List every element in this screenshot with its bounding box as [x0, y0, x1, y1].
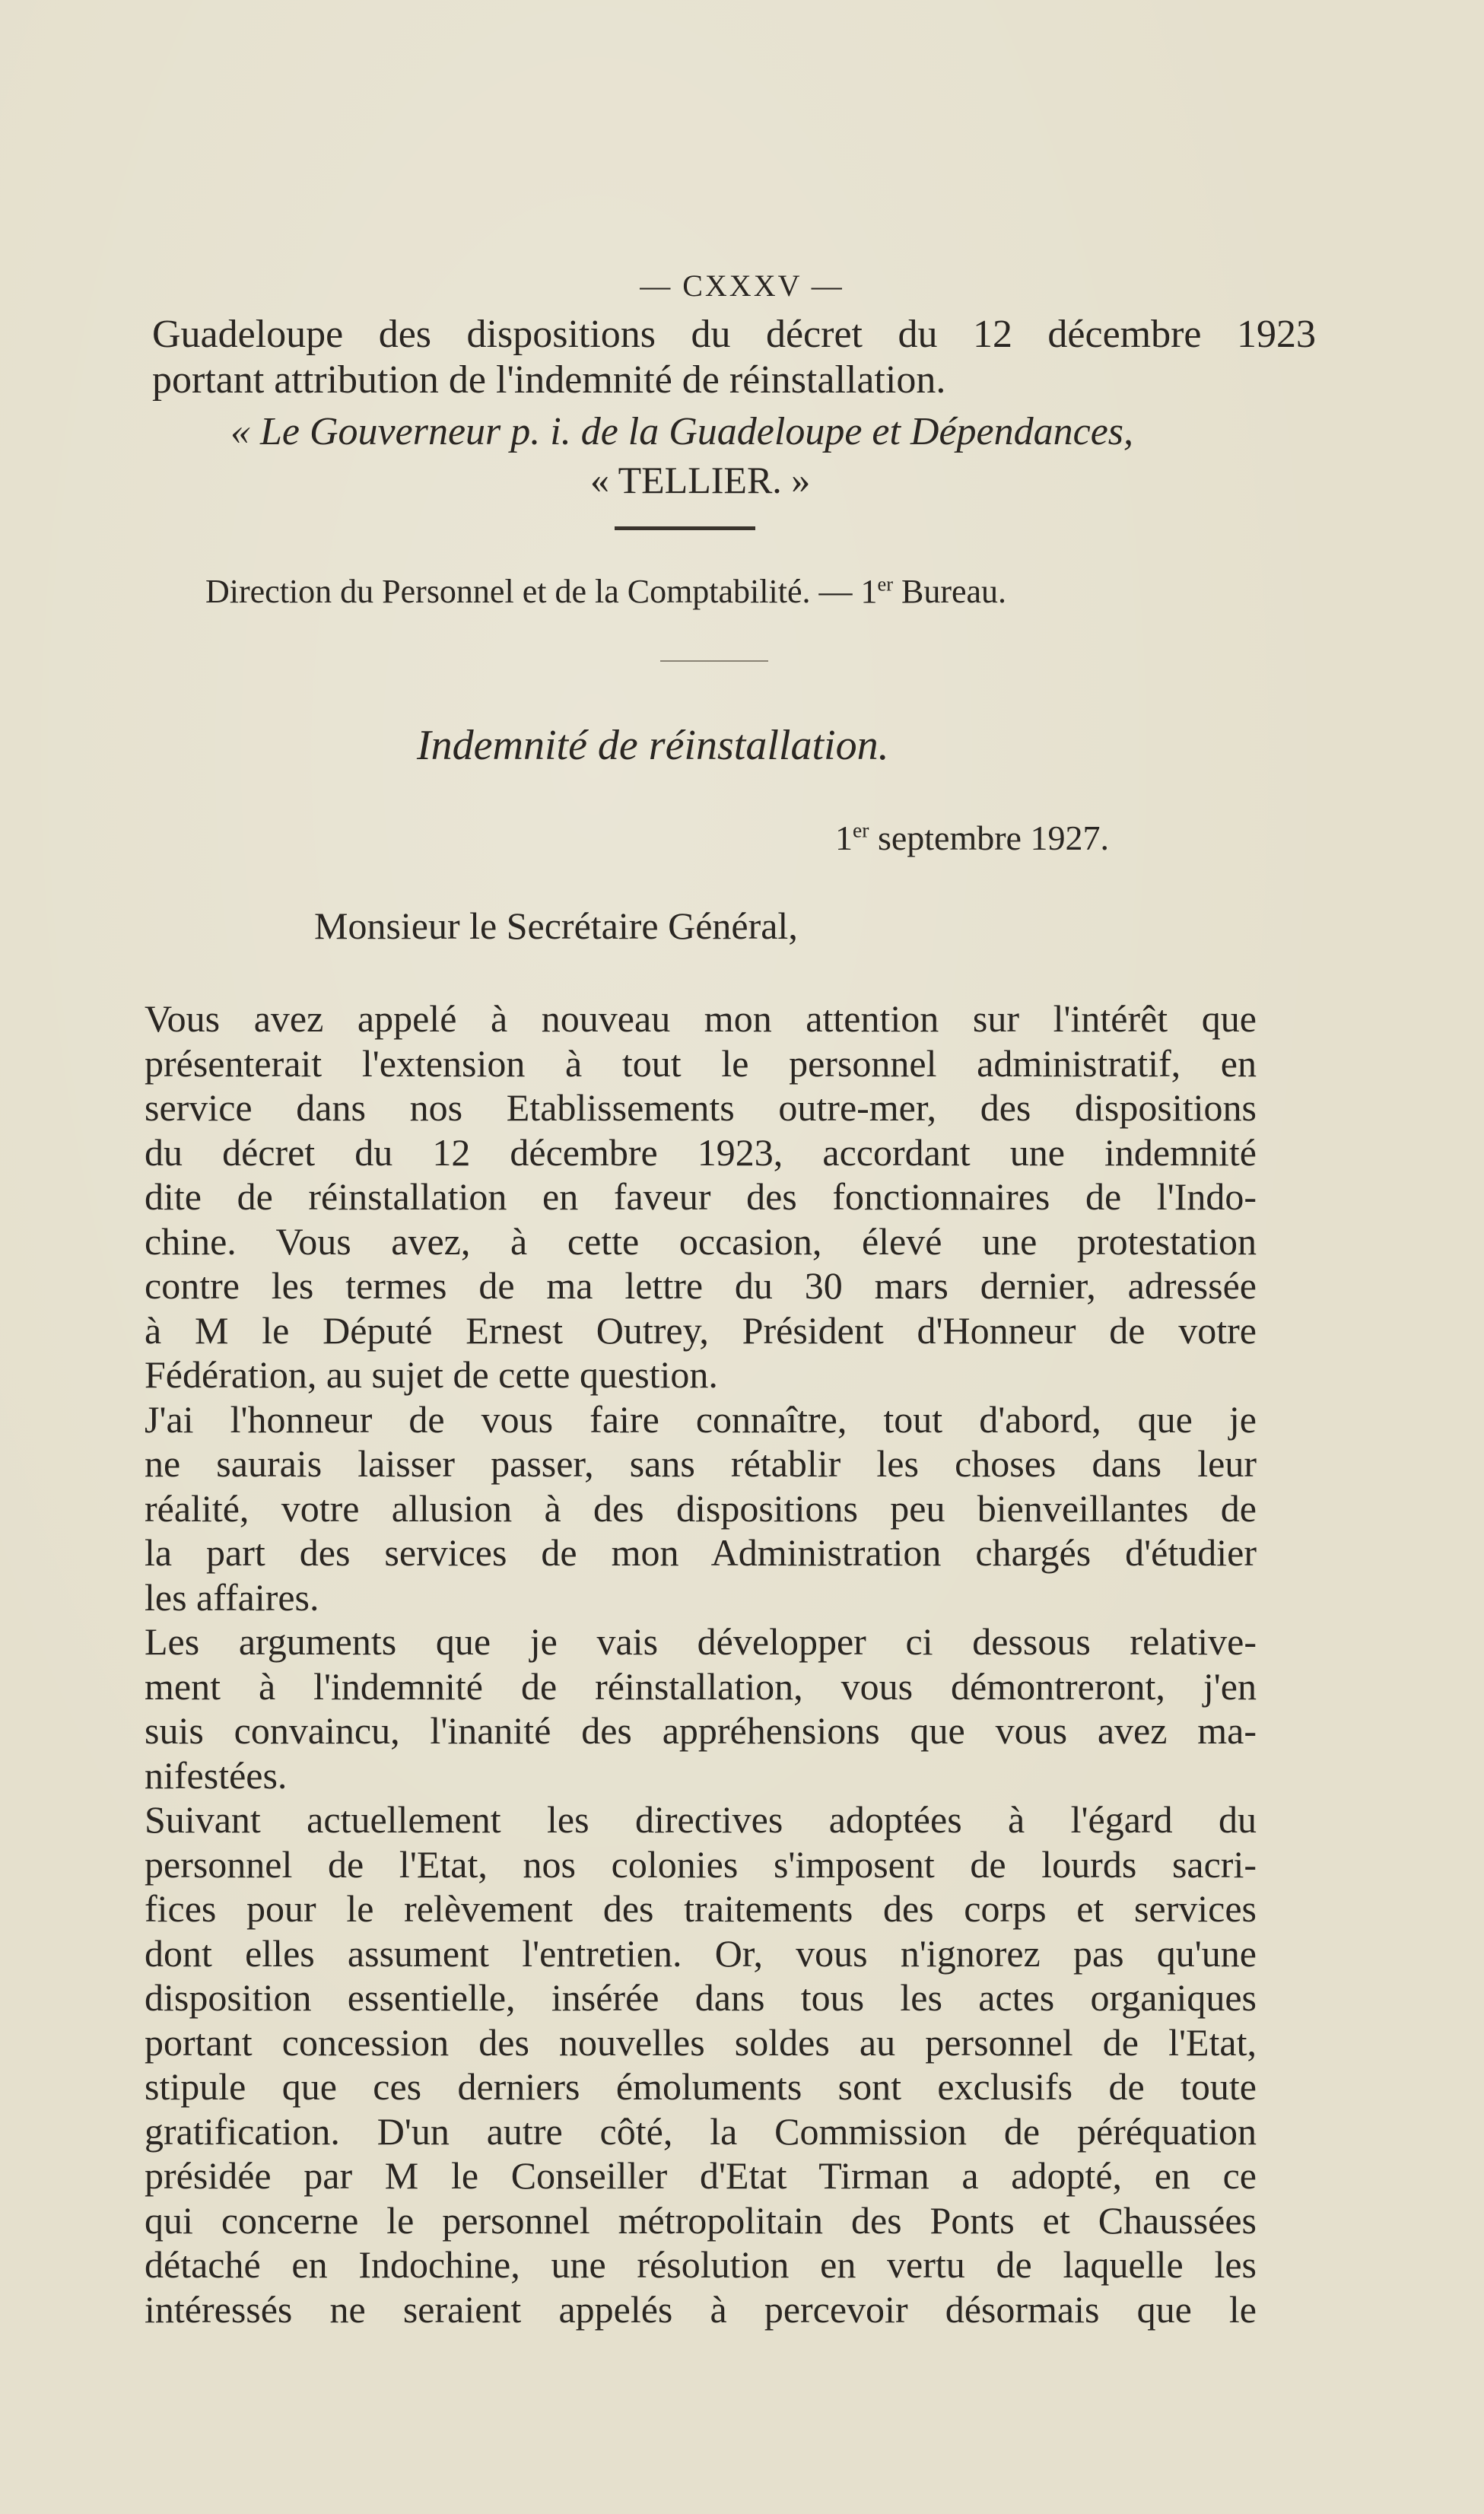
body-line: Fédération, au sujet de cette question.	[145, 1353, 718, 1396]
body-line: à M le Député Ernest Outrey, Président d'Honneur de votre	[145, 1308, 1257, 1352]
signature-line-2: « TELLIER. »	[590, 459, 811, 501]
body-line: la part des services de mon Administration chargés d'étudier	[145, 1531, 1257, 1574]
body-line: intéressés ne seraient appelés à percevoir désormais que le	[145, 2287, 1257, 2331]
body-line: présenterait l'extension à tout le personnel administratif, en	[145, 1041, 1257, 1085]
body-line: chine. Vous avez, à cette occasion, élevé une protestation	[145, 1219, 1257, 1263]
body-line: contre les termes de ma lettre du 30 mars dernier, adressée	[145, 1264, 1257, 1307]
date-sup: er	[853, 818, 869, 842]
body-line: ment à l'indemnité de réinstallation, vous démontreront, j'en	[145, 1664, 1257, 1708]
intro-line-2: portant attribution de l'indemnité de réinstallation.	[152, 358, 946, 402]
body-line: détaché en Indochine, une résolution en vertu de laquelle les	[145, 2243, 1257, 2286]
signature-line-1: « Le Gouverneur p. i. de la Guadeloupe et Dépendances,	[230, 410, 1134, 453]
salutation: Monsieur le Secrétaire Général,	[314, 904, 798, 947]
body-line: qui concerne le personnel métropolitain des Ponts et Chaussées	[145, 2198, 1257, 2242]
body-line: portant concession des nouvelles soldes au personnel de l'Etat,	[145, 2020, 1257, 2064]
body-line: service dans nos Etablissements outre-mer, des dispositions	[145, 1086, 1257, 1129]
body-line: stipule que ces derniers émoluments sont exclusifs de toute	[145, 2065, 1257, 2108]
date-rest: septembre 1927.	[869, 818, 1109, 857]
direction-bureau: Bureau.	[893, 573, 1007, 610]
body-line: réalité, votre allusion à des dispositions peu bienveillantes de	[145, 1486, 1257, 1530]
body-line: Vous avez appelé à nouveau mon attention sur l'intérêt que	[145, 997, 1257, 1040]
body-line: les affaires.	[145, 1575, 319, 1619]
body-line: ne saurais laisser passer, sans rétablir les choses dans leur	[145, 1442, 1257, 1485]
direction-sup: er	[877, 572, 893, 596]
body-line: dont elles assument l'entretien. Or, vous n'ignorez pas qu'une	[145, 1931, 1257, 1975]
body-line: nifestées.	[145, 1753, 288, 1797]
body-line: présidée par M le Conseiller d'Etat Tirman a adopté, en ce	[145, 2154, 1257, 2197]
document-title: Indemnité de réinstallation.	[417, 722, 889, 769]
body-line: Les arguments que je vais développer ci dessous relative-	[145, 1620, 1257, 1663]
document-date	[835, 818, 1109, 858]
intro-line-1: Guadeloupe des dispositions du décret du 12 décembre 1923	[152, 313, 1316, 356]
page-number: — CXXXV —	[640, 269, 844, 303]
body-line: gratification. D'un autre côté, la Commission de péréquation	[145, 2109, 1257, 2153]
body-line: dite de réinstallation en faveur des fonctionnaires de l'Indo-	[145, 1175, 1257, 1218]
body-line: Suivant actuellement les directives adoptées à l'égard du	[145, 1798, 1257, 1841]
date-day: 1	[835, 818, 853, 857]
body-line: personnel de l'Etat, nos colonies s'imposent de lourds sacri-	[145, 1842, 1257, 1886]
body-line: suis convaincu, l'inanité des appréhensions que vous avez ma-	[145, 1709, 1257, 1752]
body-line: du décret du 12 décembre 1923, accordant une indemnité	[145, 1130, 1257, 1174]
body-line: J'ai l'honneur de vous faire connaître, tout d'abord, que je	[145, 1397, 1257, 1441]
direction-text: Direction du Personnel et de la Comptabilité. — 1	[205, 573, 878, 610]
body-line: disposition essentielle, insérée dans tous les actes organiques	[145, 1976, 1257, 2019]
direction-heading	[205, 572, 1006, 611]
separator-rule	[615, 526, 755, 530]
short-rule	[660, 660, 768, 662]
body-line: fices pour le relèvement des traitements des corps et services	[145, 1887, 1257, 1930]
